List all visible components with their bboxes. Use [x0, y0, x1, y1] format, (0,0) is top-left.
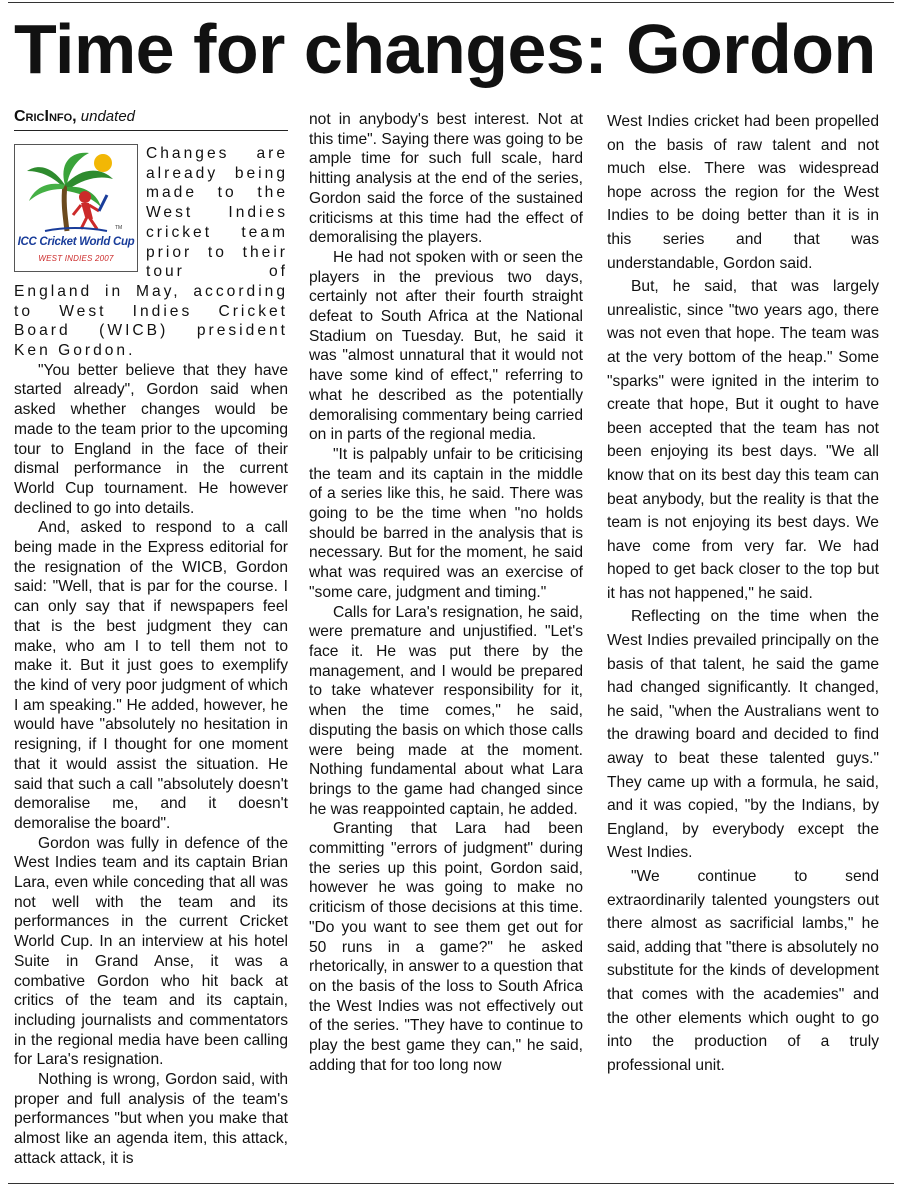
world-cup-logo — [14, 144, 138, 272]
logo-subtitle: WEST INDIES 2007 — [38, 254, 114, 263]
byline-date: undated — [80, 108, 136, 125]
col1-para-4: Gordon was fully in defence of the West Indies team and its captain Brian Lara, even while conceding that all was not well with the team and its performances in the current Cricket World Cup. In an interview at his hotel Suite in Grand Anse, it was a combative Gordon who hit back at critics of the team and its captain, including journalists and commentators in the regional media have been calling for Lara's resignation. — [14, 834, 288, 1069]
logo-title: ICC Cricket World Cup — [17, 236, 135, 248]
col1-para-1: Changes are already being made to the West Indies cricket team prior to their tour of England in May, according to West Indies Cricket Board (WICB) president Ken Gordon. — [14, 145, 288, 360]
col2-para-5: Granting that Lara had been committing "errors of judgment" during the series up this point, Gordon said, however he was going to make no criticism of those decisions at this time. "Do you want to see them get out for 50 runs in a game?" he asked rhetorically, in answer to a question that on the basis of the loss to South Africa the West Indies was not effectively out of the series. "They have to continue to play the best game they can," he said, adding that for too long now — [309, 820, 583, 1074]
top-rule — [8, 2, 894, 3]
byline — [14, 108, 288, 126]
col1-para-3: And, asked to respond to a call being made in the Express editorial for the resignation of the WICB, Gordon said: "Well, that is par for the course. I can only say that if newspapers feel that is the best judgment they can make, who am I to tell them not to make it. But it just goes to exemplify the kind of very poor judgment of which I am speaking." He added, however, he would have "absolutely no hesitation in resigning, if I thought for one moment that it would assist the situation. He said that such a call "absolutely doesn't demoralise me, and it doesn't demoralise the board". — [14, 519, 288, 832]
col1-para-2: "You better believe that they have started already", Gordon said when asked whether changes would be made to the team prior to the upcoming tour to England in the face of their dismal performance in the current World Cup tournament. He however declined to go into details. — [14, 361, 288, 517]
col3-para-2: But, he said, that was largely unrealistic, since "two years ago, there was not even that hope. The team was at the very bottom of the heap." Some "sparks" were ignited in the interim to create that hope, But it ought to have been accepted that the team has not been enjoying its best days. "We all know that on its best day this team can beat anybody, but the reality is that the team is not enjoying its best days. We have come from very far. We had hoped to get back closer to the top but it has not happened," he said. — [607, 278, 879, 602]
column-2 — [309, 110, 583, 1182]
col2-para-4: Calls for Lara's resignation, he said, were premature and unjustified. "Let's face it. He was put there by the management, and I would be prepared to take whatever responsibility for it, when the time comes," he said, disputing the basis on which those calls were being made at the moment. Nothing fundamental about what Lara brings to the game had changed since he was reappointed captain, he added. — [309, 603, 583, 818]
bottom-rule — [8, 1183, 894, 1184]
column-1 — [14, 108, 288, 1180]
col1-para-5: Nothing is wrong, Gordon said, with proper and full analysis of the team's performances "but when you make that almost like an agenda item, this attack, attack attack, it is — [14, 1071, 288, 1167]
byline-rule — [14, 130, 288, 131]
col2-para-3: "It is palpably unfair to be criticising the team and its captain in the middle of a series like this, he said. There was going to be the time when "no holds should be barred in the analysis that is necessary. But for the moment, he said what was required was an exercise of "some care, judgment and timing." — [309, 445, 583, 601]
col3-para-4: "We continue to send extraordinarily talented youngsters out there almost as sacrificial lambs," he said, adding that "there is absolutely no substitute for the kinds of development that comes with the academies" and the other elements which ought to go into the production of a truly professional unit. — [607, 868, 879, 1074]
col3-para-1: West Indies cricket had been propelled on the basis of raw talent and not much else. There was widespread hope across the region for the West Indies to be doing better than it is in this series and that was understandable, Gordon said. — [607, 113, 879, 272]
column-3 — [607, 110, 879, 1182]
col3-para-3: Reflecting on the time when the West Indies prevailed principally on the basis of that talent, he said the game had changed significantly. It changed, he said, "when the Australians went to the drawing board and decided to find away to beat these talented guys." They came up with a formula, he said, and it was copied, "by the Indians, by England, by everybody except the West Indies. — [607, 608, 879, 862]
byline-source: CricInfo, — [14, 108, 77, 125]
col2-para-2: He had not spoken with or seen the players in the previous two days, certainly not after their fourth straight defeat to South Africa at the National Stadium on Tuesday. But, he said it was "almost unnatural that it would not have some kind of effect," referring to what he described as the potentially demoralising commentary being carried on in parts of the regional media. — [309, 248, 583, 444]
headline: Time for changes: Gordon — [14, 10, 876, 88]
col2-para-1: not in anybody's best interest. Not at this time". Saying there was going to be ample time for such full scale, hard hitting analysis at the end of the series, Gordon said the force of the sustained criticisms at this time had the effect of demoralising the players. — [309, 111, 583, 247]
trademark-mark: TM — [115, 225, 123, 231]
